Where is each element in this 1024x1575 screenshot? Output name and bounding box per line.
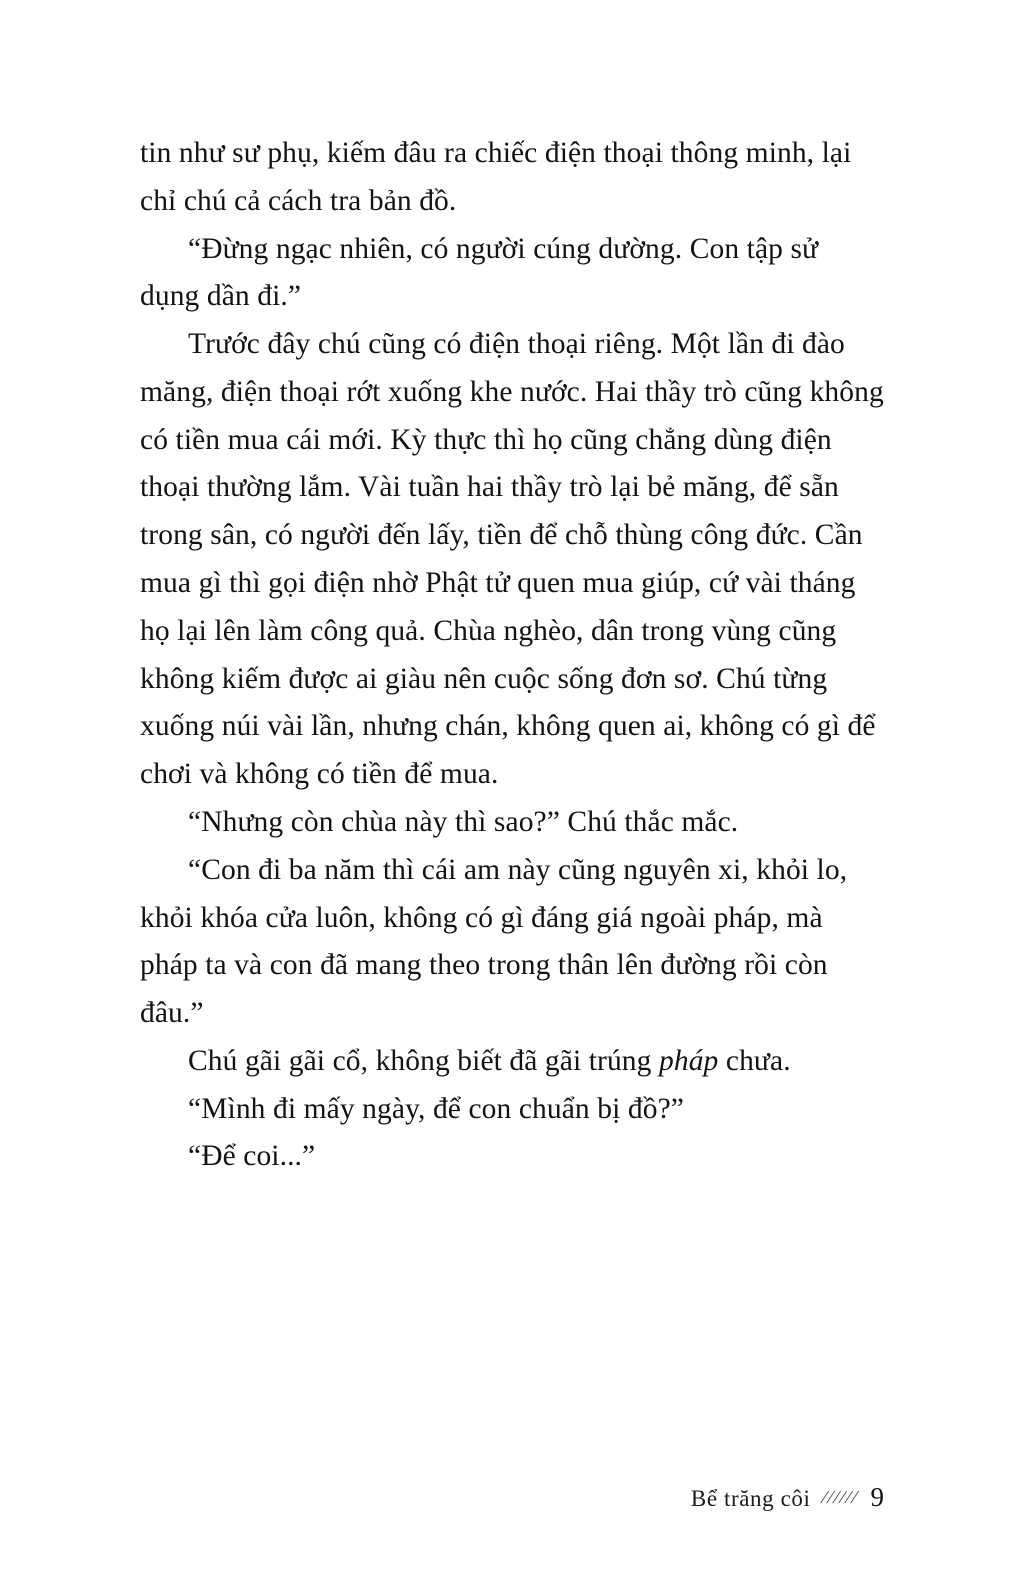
paragraph: “Để coi...” [188,1140,316,1173]
paragraph: “Con đi ba năm thì cái am này cũng nguyên xi, khỏi lo, khỏi khóa cửa luôn, không có gì đáng giá ngoài pháp, mà pháp ta và con đã mang theo trong thân lên đường rồi còn đâu.” [140,853,848,1030]
page-body [140,130,884,1181]
paragraph: Trước đây chú cũng có điện thoại riêng. Một lần đi đào măng, điện thoại rớt xuống khe nước. Hai thầy trò cũng không có tiền mua cái mới. Kỳ thực thì họ cũng chẳng dùng điện thoại thường lắm. Vài tuần hai thầy trò lại bẻ măng, để sẵn trong sân, có người đến lấy, tiền để chỗ thùng công đức. Cần mua gì thì gọi điện nhờ Phật tử quen mua giúp, cứ vài tháng họ lại lên làm công quả. Chùa nghèo, dân trong vùng cũng không kiếm được ai giàu nên cuộc sống đơn sơ. Chú từng xuống núi vài lần, nhưng chán, không quen ai, không có gì để chơi và không có tiền để mua. [140,328,884,791]
page-footer [140,1482,884,1513]
paragraph-segment: Chú gãi gãi cổ, không biết đã gãi trúng [188,1044,659,1077]
paragraph: “Đừng ngạc nhiên, có người cúng dường. Con tập sử dụng dần đi.” [140,232,819,313]
page-number: 9 [870,1482,884,1512]
paragraph: “Nhưng còn chùa này thì sao?” Chú thắc mắc. [188,805,739,838]
paragraph: tin như sư phụ, kiếm đâu ra chiếc điện thoại thông minh, lại chỉ chú cả cách tra bản đồ. [140,137,852,217]
paragraph: “Mình đi mấy ngày, để con chuẩn bị đồ?” [188,1092,684,1125]
emphasis-term: pháp [659,1044,719,1077]
footer-book-title: Bể trăng côi [690,1486,811,1511]
paragraph-with-emphasis [140,1038,884,1086]
paragraph-segment: chưa. [718,1044,791,1077]
ornament-icon: ////// [819,1487,862,1507]
